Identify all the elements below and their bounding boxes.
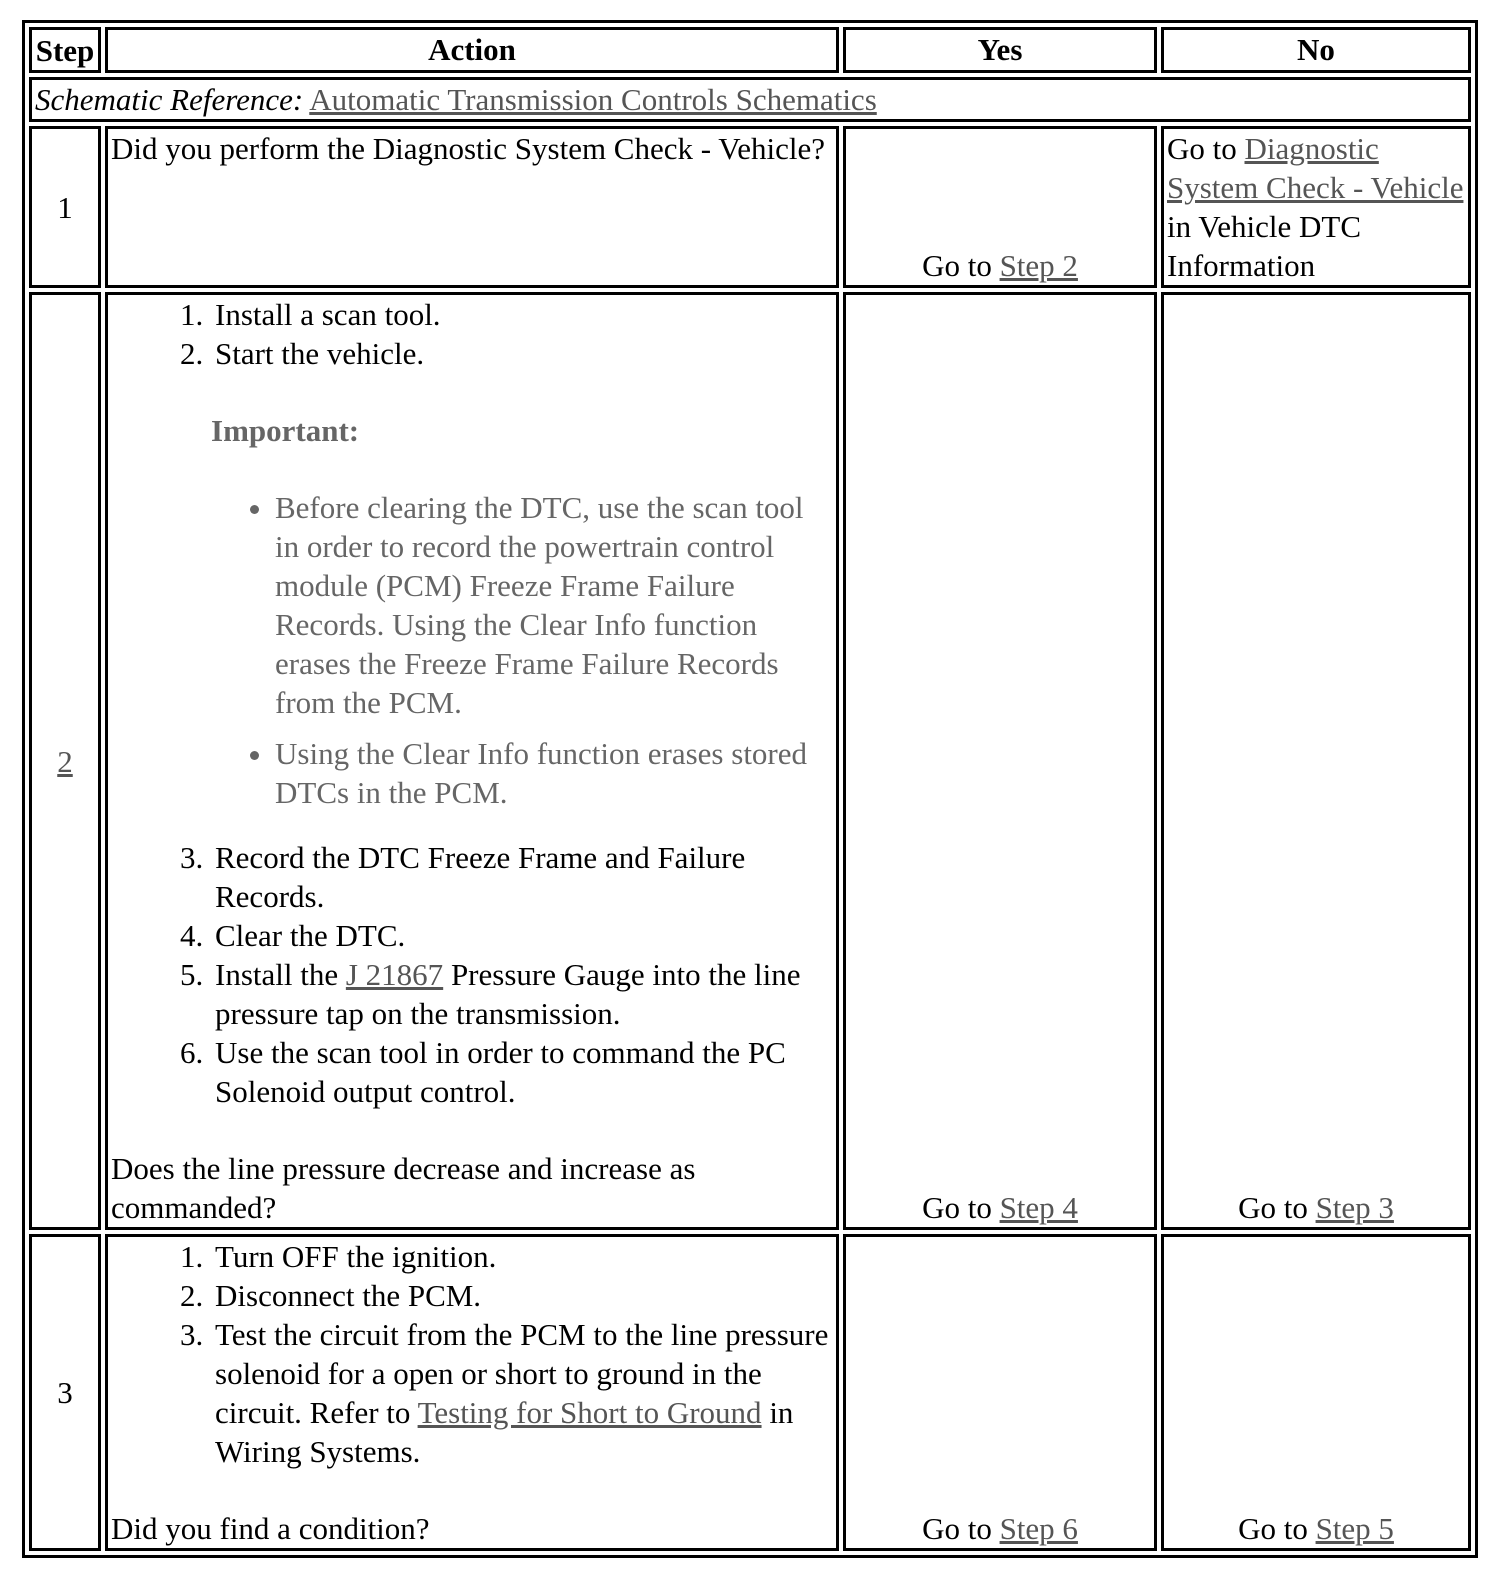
- go-to-text: Go to: [1238, 1511, 1308, 1546]
- step-2-no-link[interactable]: Step 3: [1315, 1190, 1394, 1225]
- list-item: [211, 955, 833, 1033]
- step-1-yes-link[interactable]: Step 2: [999, 248, 1078, 283]
- step-2-list-b: [111, 838, 833, 1111]
- list-item: 6. Use the scan tool in order to command the PC Solenoid output control.: [211, 1033, 833, 1111]
- step-3-no: [1161, 1234, 1471, 1551]
- go-to-text: Go to: [1167, 131, 1237, 166]
- step-2-number: [29, 292, 101, 1230]
- step-2-action: [105, 292, 839, 1230]
- schematic-reference-cell: [29, 77, 1471, 122]
- important-list: [211, 488, 833, 812]
- header-no: No: [1161, 27, 1471, 73]
- step-3-row: [29, 1234, 1471, 1551]
- go-to-text: Go to: [1238, 1190, 1308, 1225]
- step-3-yes: [843, 1234, 1157, 1551]
- list-item: 3. Record the DTC Freeze Frame and Failure Records.: [211, 838, 833, 916]
- item-text: in Wiring Systems.: [215, 1395, 794, 1469]
- header-action: Action: [105, 27, 839, 73]
- list-item: 1. Turn OFF the ignition.: [211, 1237, 833, 1276]
- step-1-no-suffix: in Vehicle DTC Information: [1167, 209, 1362, 283]
- tool-link-j21867[interactable]: J 21867: [345, 957, 444, 992]
- header-row: [29, 27, 1471, 73]
- step-3-no-link[interactable]: Step 5: [1315, 1511, 1394, 1546]
- step-3-action: [105, 1234, 839, 1551]
- step-2-yes-link[interactable]: Step 4: [999, 1190, 1078, 1225]
- step-3-question: Did you find a condition?: [111, 1511, 430, 1546]
- schematic-link[interactable]: Automatic Transmission Controls Schematics: [309, 82, 877, 117]
- list-item: [211, 1315, 833, 1471]
- header-step: Step: [29, 27, 101, 73]
- step-1-no-link[interactable]: Diagnostic System Check - Vehicle: [1167, 131, 1464, 205]
- list-item: 2. Disconnect the PCM.: [211, 1276, 833, 1315]
- diagnostic-table-wrapper: [22, 20, 1478, 1558]
- list-item: 2. Start the vehicle.: [211, 334, 833, 373]
- list-item: 4. Clear the DTC.: [211, 916, 833, 955]
- item-text: Pressure Gauge into the line pressure tap on the transmission.: [215, 957, 801, 1031]
- item-text: Test the circuit from the PCM to the line pressure solenoid for a open or short to ground in the circuit. Refer to: [215, 1317, 829, 1430]
- step-3-list: [111, 1237, 833, 1471]
- go-to-text: Go to: [922, 1190, 992, 1225]
- header-yes: Yes: [843, 27, 1157, 73]
- schematic-row: [29, 77, 1471, 122]
- important-block: [111, 411, 833, 812]
- testing-short-to-ground-link[interactable]: Testing for Short to Ground: [417, 1395, 762, 1430]
- step-2-row: [29, 292, 1471, 1230]
- schematic-reference-label: Schematic Reference:: [35, 82, 304, 117]
- step-1-action: Did you perform the Diagnostic System Check - Vehicle?: [105, 126, 839, 288]
- item-text: Install the: [215, 957, 339, 992]
- step-1-no: [1161, 126, 1471, 288]
- step-2-yes: [843, 292, 1157, 1230]
- important-title: Important:: [211, 413, 360, 448]
- important-item: • Before clearing the DTC, use the scan tool in order to record the powertrain control module (PCM) Freeze Frame Failure Records. Using the Clear Info function erases the Freeze Frame Failure Records from the PCM.: [275, 488, 833, 722]
- diagnostic-table: [22, 20, 1478, 1558]
- go-to-text: Go to: [922, 248, 992, 283]
- step-2-number-link[interactable]: 2: [57, 743, 73, 779]
- step-3-number: 3: [29, 1234, 101, 1551]
- step-1-number: 1: [29, 126, 101, 288]
- step-2-no: [1161, 292, 1471, 1230]
- step-3-yes-link[interactable]: Step 6: [999, 1511, 1078, 1546]
- important-item: • Using the Clear Info function erases stored DTCs in the PCM.: [275, 734, 833, 812]
- step-1-row: [29, 126, 1471, 288]
- step-2-list-a: [111, 295, 833, 373]
- step-2-question: Does the line pressure decrease and increase as commanded?: [111, 1151, 696, 1225]
- step-1-yes: [843, 126, 1157, 288]
- go-to-text: Go to: [922, 1511, 992, 1546]
- list-item: 1. Install a scan tool.: [211, 295, 833, 334]
